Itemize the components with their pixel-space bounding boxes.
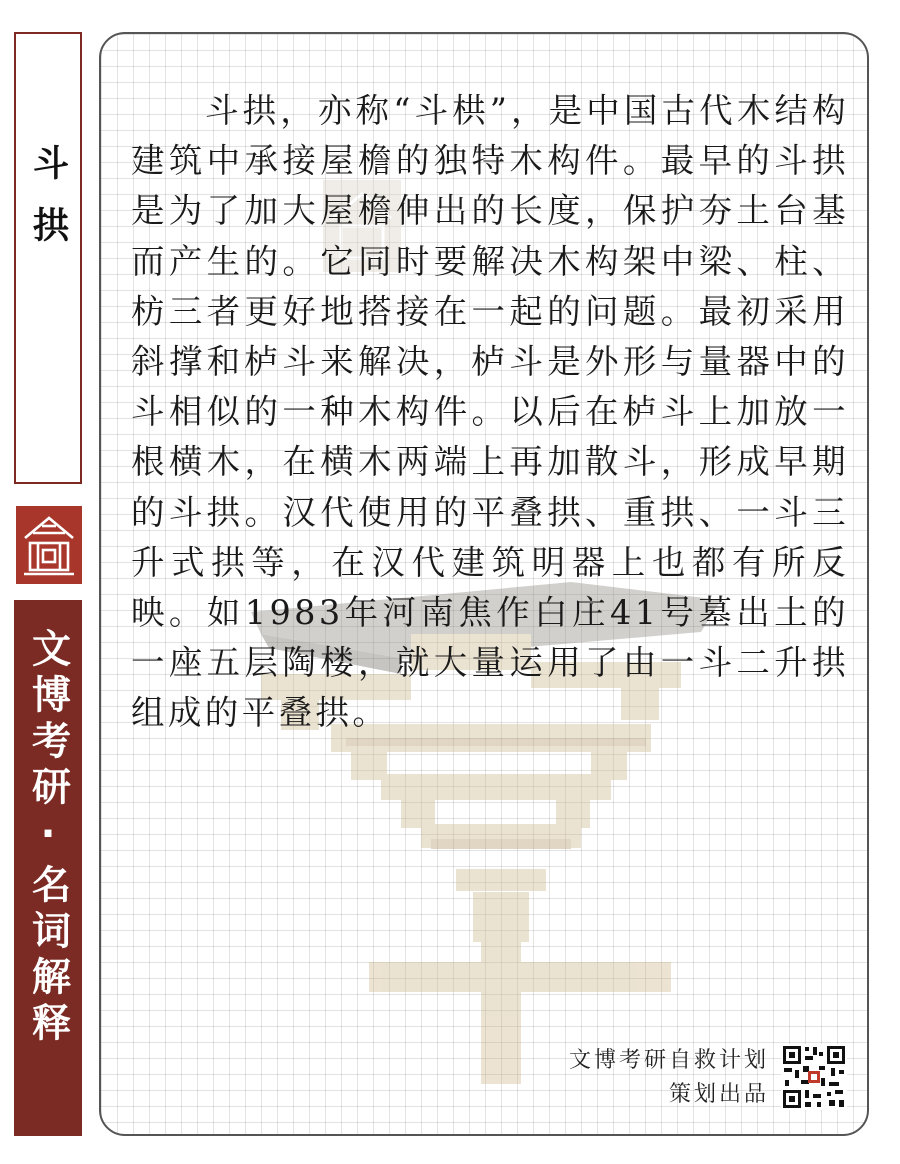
vertical-title: 斗拱 bbox=[27, 144, 69, 268]
series-banner bbox=[14, 600, 82, 1136]
credit-line-2: 策划出品 bbox=[668, 1082, 769, 1107]
qr-code-icon[interactable] bbox=[781, 1044, 847, 1110]
credit-block bbox=[569, 1044, 769, 1112]
vertical-title-box bbox=[14, 32, 82, 484]
series-label: 文博考研·名词解释 bbox=[25, 628, 71, 1048]
article-card bbox=[99, 32, 869, 1136]
article-body: 斗拱，亦称“斗栱”，是中国古代木结构建筑中承接屋檐的独特木构件。最早的斗拱是为了加大屋檐伸出的长度，保护夯土台基而产生的。它同时要解决木构架中梁、柱、枋三者更好地搭接在一起的问题。最初采用斜撑和栌斗来解决，栌斗是外形与量器中的斗相似的一种木构件。以后在栌斗上加放一根横木，在横木两端上再加散斗，形成早期的斗拱。汉代使用的平叠拱、重拱、一斗三升式拱等，在汉代建筑明器上也都有所反映。如1983年河南焦作白庄41号墓出土的一座五层陶楼，就大量运用了由一斗二升拱组成的平叠拱。 bbox=[131, 91, 849, 733]
credit-line-1: 文博考研自救计划 bbox=[568, 1048, 769, 1073]
seal-logo-icon bbox=[16, 506, 82, 584]
